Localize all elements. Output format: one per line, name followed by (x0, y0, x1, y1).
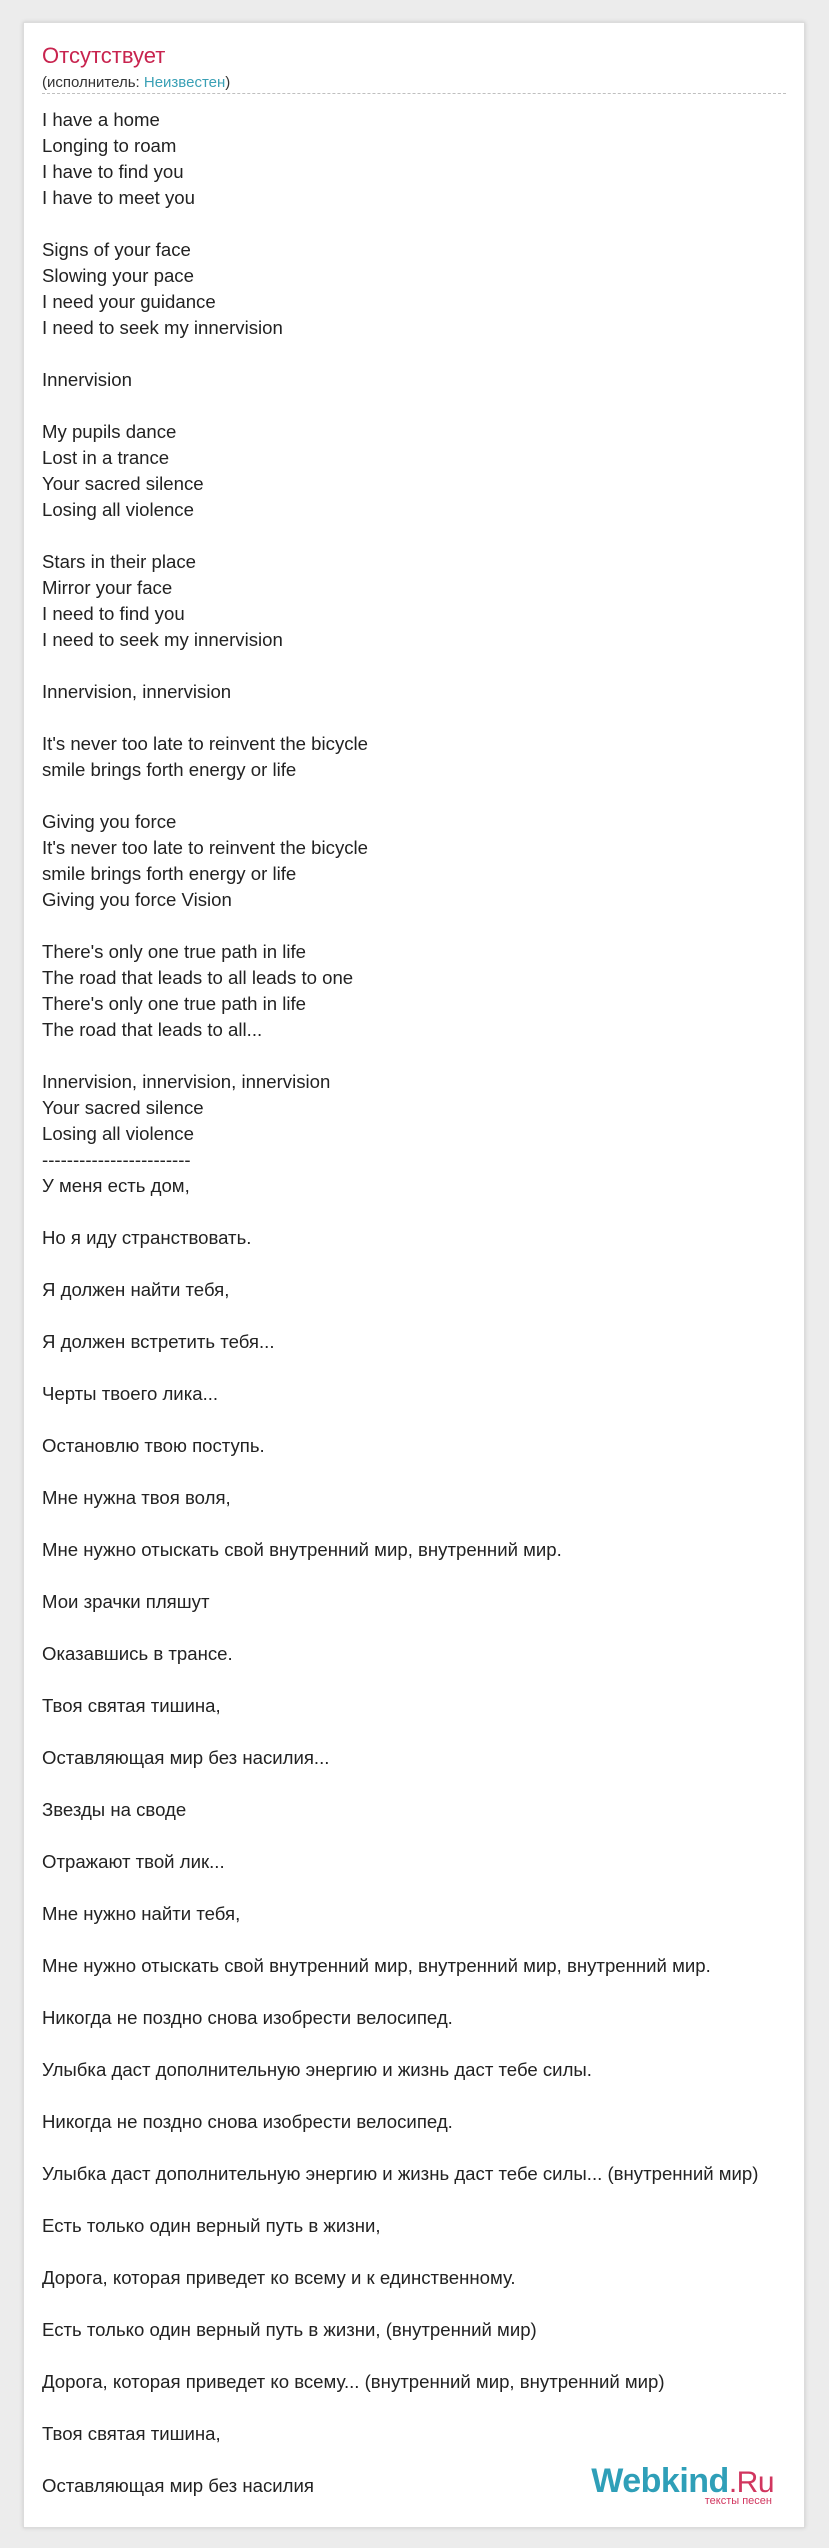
stanza-gap (42, 341, 802, 367)
lyric-line-ru: У меня есть дом, (42, 1175, 190, 1196)
lyric-line-en: Innervision, innervision, innervision (42, 1071, 331, 1092)
lyric-line-ru: Мне нужно отыскать свой внутренний мир, внутренний мир, внутренний мир. (42, 1955, 711, 1976)
lyric-line-en: Longing to roam (42, 135, 177, 156)
artist-prefix: (исполнитель: (42, 74, 144, 91)
lyric-line-en: Mirror your face (42, 577, 173, 598)
logo-kind: kind (660, 2462, 729, 2500)
lyric-line-en: I need to seek my innervision (42, 317, 283, 338)
lyric-line-ru: Оставляющая мир без насилия (42, 2475, 314, 2496)
stanza-gap (42, 783, 802, 809)
lyric-line-en: I have to meet you (42, 187, 195, 208)
lyrics-english (42, 107, 802, 1173)
title-divider (42, 93, 786, 94)
lyric-line-en: My pupils dance (42, 421, 177, 442)
logo-tagline: тексты песен (704, 2495, 772, 2507)
lyric-line-ru: Остановлю твою поступь. (42, 1435, 265, 1456)
lyric-line-en: There's only one true path in life (42, 941, 307, 962)
lyric-line-ru: Никогда не поздно снова изобрести велосипед. (42, 2111, 453, 2132)
lyric-line-en: The road that leads to all leads to one (42, 967, 354, 988)
lyric-line-ru: Оказавшись в трансе. (42, 1643, 233, 1664)
lyric-line-ru: Дорога, которая приведет ко всему... (внутренний мир, внутренний мир) (42, 2371, 665, 2392)
artist-link[interactable]: Неизвестен (143, 74, 226, 91)
lyric-line-en: I have a home (42, 109, 160, 130)
lyric-line-en: ------------------------ (42, 1149, 191, 1170)
lyric-line-en: Losing all violence (42, 1123, 194, 1144)
lyric-line-en: Innervision, innervision (42, 681, 232, 702)
artist-line (42, 74, 230, 91)
lyric-line-en: Giving you force Vision (42, 889, 232, 910)
song-title: Отсутствует (42, 43, 166, 68)
lyrics-russian (42, 1173, 802, 2499)
lyric-line-en: Losing all violence (42, 499, 194, 520)
lyric-line-ru: Улыбка даст дополнительную энергию и жизнь даст тебе силы. (42, 2059, 592, 2080)
lyric-line-en: Slowing your pace (42, 265, 194, 286)
stanza-gap (42, 523, 802, 549)
lyric-line-en: Giving you force (42, 811, 177, 832)
lyric-line-en: smile brings forth energy or life (42, 863, 297, 884)
lyric-line-en: It's never too late to reinvent the bicycle (42, 837, 369, 858)
stanza-gap (42, 1043, 802, 1069)
lyric-line-en: Your sacred silence (42, 473, 204, 494)
lyrics-body (42, 107, 802, 2525)
stanza-gap (42, 393, 802, 419)
lyric-line-ru: Я должен найти тебя, (42, 1279, 230, 1300)
stanza-gap (42, 913, 802, 939)
lyric-line-ru: Мне нужна твоя воля, (42, 1487, 231, 1508)
lyric-line-en: I have to find you (42, 161, 184, 182)
lyric-line-en: smile brings forth energy or life (42, 759, 297, 780)
logo-web: Web (591, 2462, 661, 2500)
stanza-gap (42, 705, 802, 731)
stanza-gap (42, 211, 802, 237)
lyric-line-en: Stars in their place (42, 551, 196, 572)
webkind-logo[interactable] (591, 2462, 774, 2507)
lyric-line-ru: Я должен встретить тебя... (42, 1331, 275, 1352)
lyric-line-ru: Черты твоего лика... (42, 1383, 219, 1404)
lyric-line-en: It's never too late to reinvent the bicycle (42, 733, 369, 754)
lyric-line-ru: Оставляющая мир без насилия... (42, 1747, 330, 1768)
lyric-line-ru: Дорога, которая приведет ко всему и к единственному. (42, 2267, 516, 2288)
lyric-line-ru: Твоя святая тишина, (42, 2423, 221, 2444)
lyric-line-en: Signs of your face (42, 239, 191, 260)
lyric-line-ru: Мне нужно отыскать свой внутренний мир, внутренний мир. (42, 1539, 562, 1560)
lyrics-card (23, 22, 805, 2528)
lyric-line-ru: Твоя святая тишина, (42, 1695, 221, 1716)
lyric-line-ru: Есть только один верный путь в жизни, (42, 2215, 381, 2236)
lyric-line-en: Your sacred silence (42, 1097, 204, 1118)
lyric-line-ru: Отражают твой лик... (42, 1851, 225, 1872)
lyric-line-ru: Улыбка даст дополнительную энергию и жизнь даст тебе силы... (внутренний мир) (42, 2163, 759, 2184)
logo-ru: .Ru (728, 2466, 774, 2499)
lyric-line-en: I need to find you (42, 603, 185, 624)
artist-suffix: ) (225, 74, 231, 91)
lyric-line-en: I need to seek my innervision (42, 629, 283, 650)
stanza-gap (42, 653, 802, 679)
lyric-line-ru: Но я иду странствовать. (42, 1227, 252, 1248)
lyric-line-en: The road that leads to all... (42, 1019, 263, 1040)
lyric-line-ru: Мои зрачки пляшут (42, 1591, 210, 1612)
lyric-line-en: Lost in a trance (42, 447, 170, 468)
lyric-line-en: I need your guidance (42, 291, 216, 312)
lyric-line-ru: Звезды на своде (42, 1799, 187, 1820)
lyric-line-ru: Есть только один верный путь в жизни, (внутренний мир) (42, 2319, 537, 2340)
lyric-line-en: Innervision (42, 369, 132, 390)
lyric-line-ru: Никогда не поздно снова изобрести велосипед. (42, 2007, 453, 2028)
lyric-line-en: There's only one true path in life (42, 993, 307, 1014)
lyric-line-ru: Мне нужно найти тебя, (42, 1903, 241, 1924)
